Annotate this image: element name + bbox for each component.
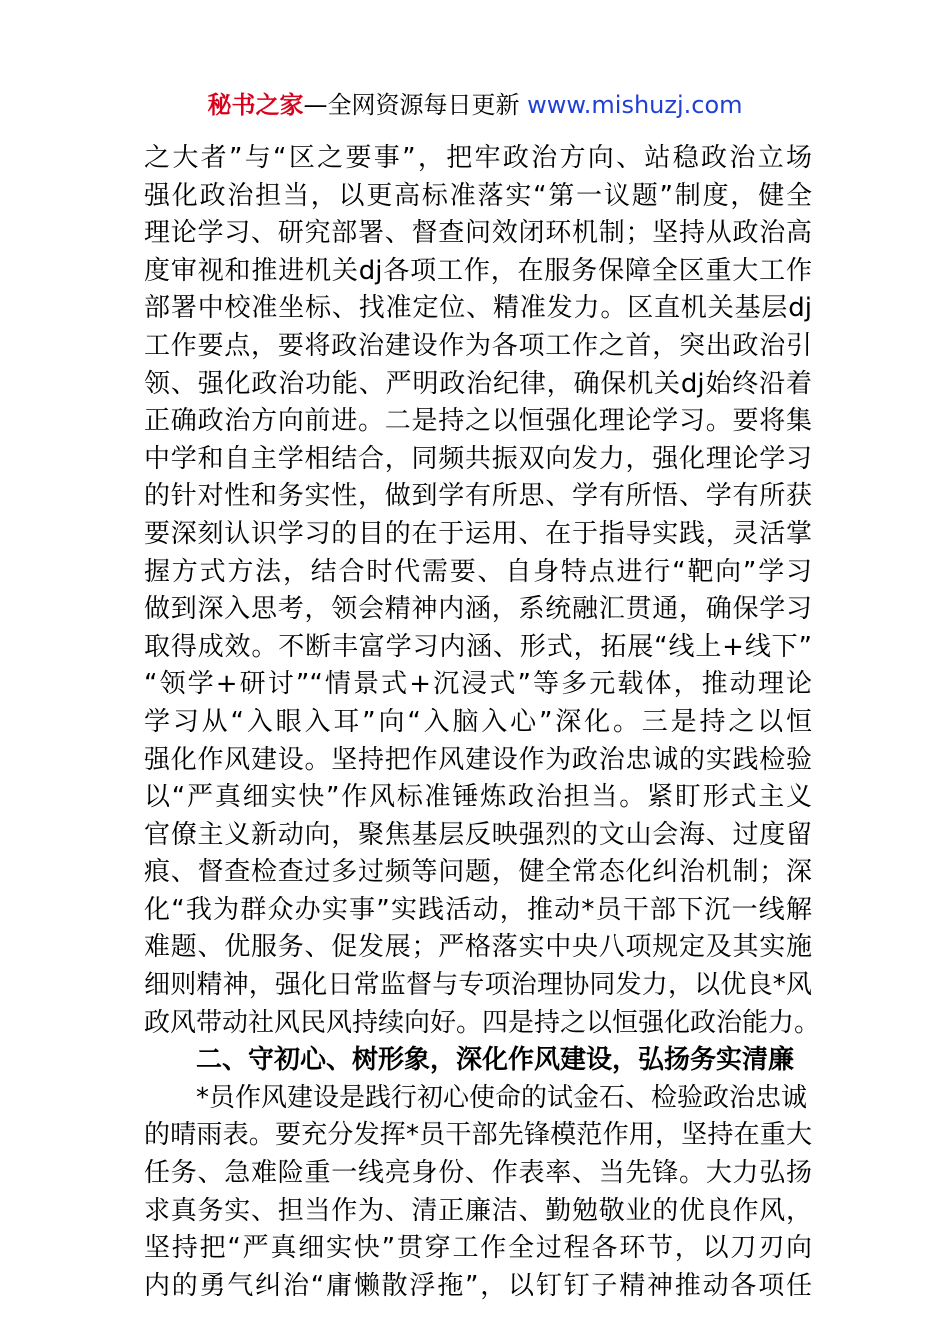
- section-heading: 二、守初心、树形象，深化作风建设，弘扬务实清廉: [196, 1045, 795, 1076]
- text-line: 的针对性和务实性，做到学有所思、学有所悟、学有所获: [144, 481, 812, 512]
- text-line: 以“严真细实快”作风标准锤炼政治担当。紧盯形式主义: [144, 782, 812, 813]
- text-line: 坚持把“严真细实快”贯穿工作全过程各环节，以刀刃向: [144, 1233, 812, 1264]
- text-line: 中学和自主学相结合，同频共振双向发力，强化理论学习: [144, 443, 812, 474]
- text-line: 难题、优服务、促发展；严格落实中央八项规定及其实施: [144, 932, 812, 963]
- text-line: 要深刻认识学习的目的在于运用、在于指导实践，灵活掌: [144, 518, 812, 549]
- text-line: 理论学习、研究部署、督查问效闭环机制；坚持从政治高: [144, 218, 812, 249]
- paragraph-first-line: *员作风建设是践行初心使命的试金石、检验政治忠诚: [196, 1082, 808, 1113]
- text-line: 握方式方法，结合时代需要、自身特点进行“靶向”学习: [144, 556, 812, 587]
- text-line: 之大者”与“区之要事”，把牢政治方向、站稳政治立场: [144, 143, 812, 173]
- site-brand: 秘书之家: [207, 91, 304, 119]
- site-url-link[interactable]: www.mishuzj.com: [527, 91, 743, 119]
- site-header: [0, 88, 950, 122]
- text-line: 政风带动社风民风持续向好。四是持之以恒强化政治能力。: [144, 1007, 821, 1038]
- text-line: 做到深入思考，领会精神内涵，系统融汇贯通，确保学习: [144, 594, 812, 625]
- text-line: 领、强化政治功能、严明政治纪律，确保机关dj始终沿着: [144, 368, 812, 399]
- text-line: 官僚主义新动向，聚焦基层反映强烈的文山会海、过度留: [144, 819, 812, 850]
- document-body: [144, 140, 821, 1305]
- text-line: “领学+研讨”“情景式+沉浸式”等多元载体，推动理论: [144, 669, 812, 700]
- text-line: 强化作风建设。坚持把作风建设作为政治忠诚的实践检验: [144, 744, 812, 775]
- text-line: 化“我为群众办实事”实践活动，推动*员干部下沉一线解: [144, 894, 812, 925]
- text-line: 正确政治方向前进。二是持之以恒强化理论学习。要将集: [144, 406, 812, 437]
- text-line: 痕、督查检查过多过频等问题，健全常态化纠治机制；深: [144, 857, 812, 888]
- text-line: 工作要点，要将政治建设作为各项工作之首，突出政治引: [144, 330, 812, 361]
- text-line: 取得成效。不断丰富学习内涵、形式，拓展“线上+线下”: [144, 631, 812, 662]
- text-line: 强化政治担当，以更高标准落实“第一议题”制度，健全: [144, 180, 812, 211]
- text-line: 内的勇气纠治“庸懒散浮拖”，以钉钉子精神推动各项任: [144, 1270, 812, 1301]
- site-tagline: —全网资源每日更新: [303, 91, 520, 119]
- text-line: 的晴雨表。要充分发挥*员干部先锋模范作用，坚持在重大: [144, 1120, 812, 1151]
- text-line: 细则精神，强化日常监督与专项治理协同发力，以优良*风: [144, 970, 812, 1001]
- text-line: 任务、急难险重一线亮身份、作表率、当先锋。大力弘扬: [144, 1158, 812, 1189]
- text-line: 求真务实、担当作为、清正廉洁、勤勉敬业的优良作风，: [144, 1195, 812, 1226]
- text-line: 学习从“入眼入耳”向“入脑入心”深化。三是持之以恒: [144, 706, 812, 737]
- text-line: 度审视和推进机关dj各项工作，在服务保障全区重大工作: [144, 255, 812, 286]
- text-line: 部署中校准坐标、找准定位、精准发力。区直机关基层dj: [144, 293, 812, 324]
